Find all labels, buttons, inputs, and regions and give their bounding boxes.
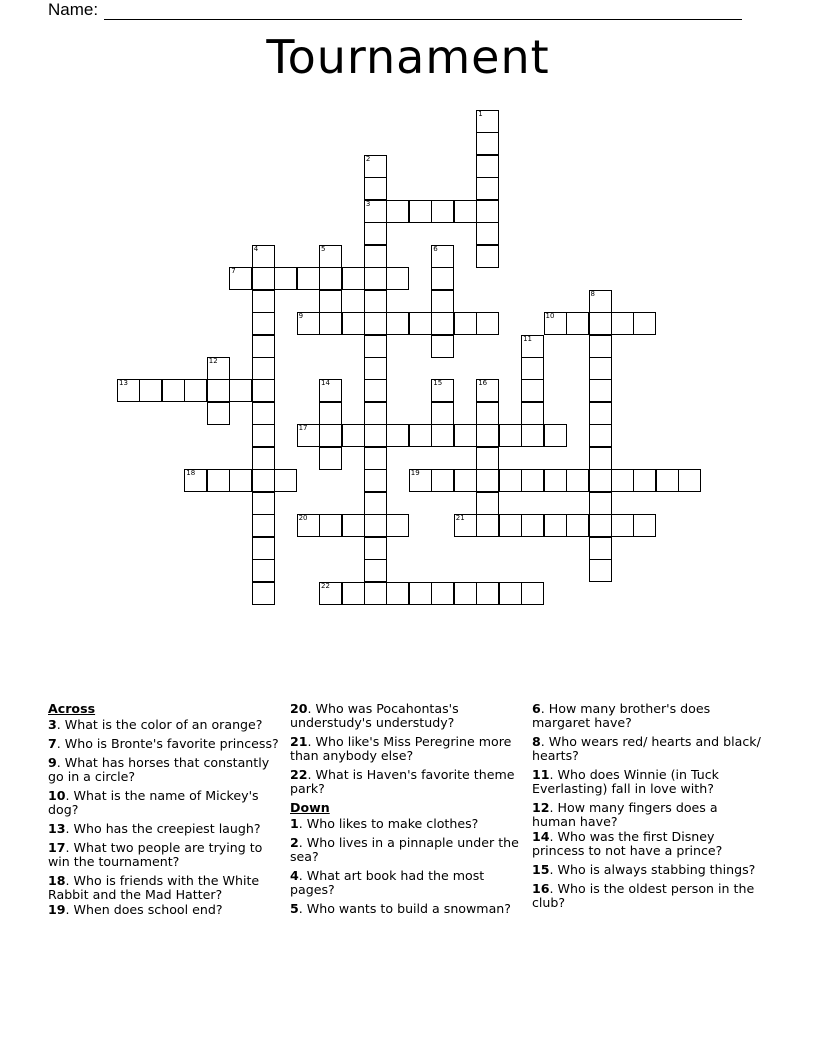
crossword-cell[interactable] bbox=[454, 514, 477, 537]
crossword-cell[interactable] bbox=[431, 290, 454, 313]
crossword-cell[interactable] bbox=[386, 267, 409, 290]
crossword-cell[interactable] bbox=[319, 402, 342, 425]
crossword-cell[interactable] bbox=[409, 582, 432, 605]
crossword-cell[interactable] bbox=[364, 582, 387, 605]
crossword-cell[interactable] bbox=[476, 514, 499, 537]
cell-number: 4 bbox=[253, 244, 259, 253]
crossword-cell[interactable] bbox=[476, 447, 499, 470]
crossword-cell[interactable] bbox=[589, 424, 612, 447]
crossword-cell[interactable] bbox=[319, 582, 342, 605]
crossword-cell[interactable] bbox=[364, 537, 387, 560]
crossword-cell[interactable] bbox=[521, 469, 544, 492]
down-heading: Down bbox=[290, 800, 330, 815]
clue-down-12: 12. How many fingers does a human have? bbox=[532, 800, 718, 829]
crossword-cell[interactable] bbox=[364, 245, 387, 268]
crossword-cell[interactable] bbox=[454, 200, 477, 223]
crossword-cell[interactable] bbox=[566, 514, 589, 537]
crossword-cell[interactable] bbox=[364, 290, 387, 313]
crossword-cell[interactable] bbox=[521, 402, 544, 425]
crossword-cell[interactable] bbox=[544, 424, 567, 447]
crossword-cell[interactable] bbox=[364, 559, 387, 582]
cell-number: 21 bbox=[455, 514, 465, 523]
crossword-cell[interactable] bbox=[319, 290, 342, 313]
crossword-cell[interactable] bbox=[499, 582, 522, 605]
crossword-cell[interactable] bbox=[252, 559, 275, 582]
crossword-cell[interactable] bbox=[521, 335, 544, 358]
crossword-cell[interactable] bbox=[409, 469, 432, 492]
crossword-cell[interactable] bbox=[386, 312, 409, 335]
crossword-cell[interactable] bbox=[274, 267, 297, 290]
cell-number: 1 bbox=[478, 110, 483, 118]
cell-number: 17 bbox=[298, 424, 308, 433]
crossword-cell[interactable] bbox=[184, 469, 207, 492]
cell-number: 20 bbox=[298, 514, 308, 523]
crossword-cell[interactable] bbox=[252, 357, 275, 380]
crossword-cell[interactable] bbox=[589, 559, 612, 582]
clue-across-3: 3. What is the color of an orange? bbox=[48, 717, 263, 732]
puzzle-title: Tournament bbox=[266, 30, 550, 84]
crossword-cell[interactable] bbox=[342, 424, 365, 447]
crossword-cell[interactable] bbox=[611, 312, 634, 335]
cell-number: 15 bbox=[433, 379, 443, 388]
crossword-cell[interactable] bbox=[252, 492, 275, 515]
crossword-cell[interactable] bbox=[611, 514, 634, 537]
crossword-cell[interactable] bbox=[364, 357, 387, 380]
crossword-cell[interactable] bbox=[431, 312, 454, 335]
crossword-cell[interactable] bbox=[297, 267, 320, 290]
crossword-cell[interactable] bbox=[252, 335, 275, 358]
crossword-cell[interactable] bbox=[319, 424, 342, 447]
crossword-cell[interactable] bbox=[476, 155, 499, 178]
crossword-cell[interactable] bbox=[431, 245, 454, 268]
clue-across-20: 20. Who was Pocahontas's understudy's understudy? bbox=[290, 701, 459, 730]
crossword-cell[interactable] bbox=[633, 514, 656, 537]
crossword-cell[interactable] bbox=[342, 312, 365, 335]
crossword-cell[interactable] bbox=[499, 469, 522, 492]
crossword-cell[interactable] bbox=[476, 110, 499, 133]
crossword-cell[interactable] bbox=[274, 469, 297, 492]
crossword-cell[interactable] bbox=[476, 469, 499, 492]
clue-column-3 bbox=[532, 702, 764, 915]
crossword-cell[interactable] bbox=[476, 132, 499, 155]
crossword-cell[interactable] bbox=[252, 514, 275, 537]
crossword-cell[interactable] bbox=[252, 245, 275, 268]
crossword-cell[interactable] bbox=[252, 447, 275, 470]
crossword-cell[interactable] bbox=[386, 514, 409, 537]
crossword-cell[interactable] bbox=[319, 267, 342, 290]
crossword-cell[interactable] bbox=[252, 424, 275, 447]
crossword-cell[interactable] bbox=[207, 379, 230, 402]
crossword-cell[interactable] bbox=[521, 582, 544, 605]
cell-number: 16 bbox=[478, 379, 488, 388]
crossword-cell[interactable] bbox=[633, 312, 656, 335]
crossword-cell[interactable] bbox=[229, 469, 252, 492]
crossword-cell[interactable] bbox=[521, 514, 544, 537]
crossword-cell[interactable] bbox=[454, 312, 477, 335]
crossword-cell[interactable] bbox=[611, 469, 634, 492]
crossword-cell[interactable] bbox=[364, 447, 387, 470]
cell-number: 2 bbox=[365, 154, 371, 163]
crossword-cell[interactable] bbox=[409, 312, 432, 335]
cell-number: 9 bbox=[298, 312, 304, 320]
crossword-cell[interactable] bbox=[476, 245, 499, 268]
crossword-cell[interactable] bbox=[386, 582, 409, 605]
crossword-cell[interactable] bbox=[319, 312, 342, 335]
crossword-cell[interactable] bbox=[319, 514, 342, 537]
cell-number: 5 bbox=[321, 244, 326, 253]
crossword-cell[interactable] bbox=[364, 222, 387, 245]
crossword-cell[interactable] bbox=[252, 267, 275, 290]
crossword-cell[interactable] bbox=[162, 379, 185, 402]
clue-across-13: 13. Who has the creepiest laugh? bbox=[48, 821, 261, 836]
crossword-cell[interactable] bbox=[431, 267, 454, 290]
clue-down-11: 11. Who does Winnie (in Tuck Everlasting) fall in love with? bbox=[532, 767, 719, 796]
clue-across-9: 9. What has horses that constantly go in a circle? bbox=[48, 755, 270, 784]
cell-number: 3 bbox=[365, 199, 371, 208]
clue-across-18: 18. Who is friends with the White Rabbit and the Mad Hatter? bbox=[48, 873, 260, 902]
crossword-cell[interactable] bbox=[386, 424, 409, 447]
crossword-cell[interactable] bbox=[139, 379, 162, 402]
crossword-cell[interactable] bbox=[589, 514, 612, 537]
crossword-cell[interactable] bbox=[431, 379, 454, 402]
crossword-cell[interactable] bbox=[297, 424, 320, 447]
crossword-cell[interactable] bbox=[364, 177, 387, 200]
crossword-cell[interactable] bbox=[117, 379, 140, 402]
crossword-cell[interactable] bbox=[454, 469, 477, 492]
crossword-cell[interactable] bbox=[207, 357, 230, 380]
crossword-cell[interactable] bbox=[476, 177, 499, 200]
crossword-cell[interactable] bbox=[342, 267, 365, 290]
clue-down-8: 8. Who wears red/ hearts and black/ hearts? bbox=[532, 734, 761, 763]
crossword-cell[interactable] bbox=[454, 582, 477, 605]
crossword-cell[interactable] bbox=[589, 290, 612, 313]
cell-number: 22 bbox=[321, 581, 330, 590]
crossword-cell[interactable] bbox=[589, 312, 612, 335]
crossword-cell[interactable] bbox=[431, 200, 454, 223]
crossword-cell[interactable] bbox=[207, 402, 230, 425]
crossword-cell[interactable] bbox=[521, 424, 544, 447]
crossword-cell[interactable] bbox=[521, 357, 544, 380]
crossword-cell[interactable] bbox=[319, 447, 342, 470]
clue-across-19: 19. When does school end? bbox=[48, 902, 223, 917]
crossword-cell[interactable] bbox=[431, 335, 454, 358]
cell-number: 18 bbox=[186, 469, 196, 478]
crossword-cell[interactable] bbox=[566, 469, 589, 492]
clue-across-7: 7. Who is Bronte's favorite princess? bbox=[48, 736, 279, 751]
crossword-cell[interactable] bbox=[184, 379, 207, 402]
crossword-cell[interactable] bbox=[364, 402, 387, 425]
clue-across-22: 22. What is Haven's favorite theme park? bbox=[290, 767, 515, 796]
crossword-cell[interactable] bbox=[319, 245, 342, 268]
clue-down-16: 16. Who is the oldest person in the club? bbox=[532, 881, 755, 910]
clue-down-15: 15. Who is always stabbing things? bbox=[532, 862, 756, 877]
crossword-cell[interactable] bbox=[229, 267, 252, 290]
crossword-cell[interactable] bbox=[476, 582, 499, 605]
cell-number: 10 bbox=[545, 312, 555, 320]
clue-across-17: 17. What two people are trying to win the tournament? bbox=[48, 840, 263, 869]
crossword-cell[interactable] bbox=[499, 514, 522, 537]
clue-down-5: 5. Who wants to build a snowman? bbox=[290, 901, 511, 916]
cell-number: 19 bbox=[410, 469, 420, 478]
cell-number: 8 bbox=[590, 289, 595, 298]
crossword-cell[interactable] bbox=[252, 402, 275, 425]
crossword-cell[interactable] bbox=[476, 200, 499, 223]
cell-number: 13 bbox=[119, 379, 128, 388]
crossword-cell[interactable] bbox=[589, 402, 612, 425]
crossword-cell[interactable] bbox=[431, 469, 454, 492]
crossword-cell[interactable] bbox=[454, 424, 477, 447]
cell-number: 12 bbox=[208, 356, 218, 365]
crossword-cell[interactable] bbox=[252, 290, 275, 313]
name-label: Name: bbox=[48, 0, 99, 19]
crossword-cell[interactable] bbox=[319, 379, 342, 402]
crossword-cell[interactable] bbox=[544, 312, 567, 335]
clue-across-21: 21. Who like's Miss Peregrine more than anybody else? bbox=[290, 734, 512, 763]
crossword-cell[interactable] bbox=[297, 312, 320, 335]
crossword-cell[interactable] bbox=[521, 379, 544, 402]
crossword-cell[interactable] bbox=[342, 514, 365, 537]
crossword-cell[interactable] bbox=[207, 469, 230, 492]
crossword-cell[interactable] bbox=[476, 222, 499, 245]
cell-number: 14 bbox=[321, 379, 330, 388]
crossword-cell[interactable] bbox=[386, 200, 409, 223]
cell-number: 11 bbox=[523, 334, 533, 343]
crossword-cell[interactable] bbox=[633, 469, 656, 492]
crossword-cell[interactable] bbox=[364, 379, 387, 402]
crossword-cell[interactable] bbox=[589, 379, 612, 402]
clue-down-6: 6. How many brother's does margaret have? bbox=[532, 701, 711, 730]
crossword-cell[interactable] bbox=[589, 447, 612, 470]
crossword-cell[interactable] bbox=[364, 155, 387, 178]
crossword-cell[interactable] bbox=[589, 537, 612, 560]
across-heading: Across bbox=[48, 701, 96, 716]
crossword-cell[interactable] bbox=[364, 469, 387, 492]
crossword-cell[interactable] bbox=[544, 514, 567, 537]
crossword-cell[interactable] bbox=[431, 424, 454, 447]
cell-number: 6 bbox=[433, 244, 438, 253]
clue-down-2: 2. Who lives in a pinnaple under the sea? bbox=[290, 835, 519, 864]
clue-down-14: 14. Who was the first Disney princess to not have a prince? bbox=[532, 829, 723, 858]
crossword-cell[interactable] bbox=[589, 469, 612, 492]
crossword-cell[interactable] bbox=[544, 469, 567, 492]
crossword-cell[interactable] bbox=[297, 514, 320, 537]
crossword-cell[interactable] bbox=[476, 402, 499, 425]
crossword-cell[interactable] bbox=[252, 582, 275, 605]
crossword-cell[interactable] bbox=[499, 424, 522, 447]
crossword-cell[interactable] bbox=[364, 492, 387, 515]
crossword-cell[interactable] bbox=[589, 357, 612, 380]
crossword-cell[interactable] bbox=[476, 312, 499, 335]
crossword-cell[interactable] bbox=[476, 379, 499, 402]
crossword-cell[interactable] bbox=[364, 312, 387, 335]
clue-across-10: 10. What is the name of Mickey's dog? bbox=[48, 788, 259, 817]
crossword-cell[interactable] bbox=[342, 582, 365, 605]
crossword-cell[interactable] bbox=[476, 492, 499, 515]
crossword-cell[interactable] bbox=[364, 267, 387, 290]
crossword-cell[interactable] bbox=[476, 424, 499, 447]
crossword-cell[interactable] bbox=[364, 200, 387, 223]
clue-column-2 bbox=[290, 702, 522, 921]
crossword-cell[interactable] bbox=[589, 492, 612, 515]
crossword-cell[interactable] bbox=[364, 424, 387, 447]
crossword-cell[interactable] bbox=[252, 537, 275, 560]
crossword-cell[interactable] bbox=[229, 379, 252, 402]
crossword-cell[interactable] bbox=[364, 335, 387, 358]
crossword-cell[interactable] bbox=[409, 424, 432, 447]
crossword-cell[interactable] bbox=[431, 582, 454, 605]
clue-down-4: 4. What art book had the most pages? bbox=[290, 868, 485, 897]
clue-down-1: 1. Who likes to make clothes? bbox=[290, 816, 479, 831]
crossword-cell[interactable] bbox=[409, 200, 432, 223]
crossword-cell[interactable] bbox=[364, 514, 387, 537]
crossword-cell[interactable] bbox=[252, 312, 275, 335]
crossword-cell[interactable] bbox=[252, 469, 275, 492]
crossword-cell[interactable] bbox=[431, 402, 454, 425]
crossword-cell[interactable] bbox=[252, 379, 275, 402]
clue-column-1 bbox=[48, 702, 280, 922]
crossword-cell[interactable] bbox=[656, 469, 679, 492]
crossword-cell[interactable] bbox=[589, 335, 612, 358]
crossword-cell[interactable] bbox=[678, 469, 701, 492]
cell-number: 7 bbox=[231, 267, 236, 276]
crossword-cell[interactable] bbox=[566, 312, 589, 335]
